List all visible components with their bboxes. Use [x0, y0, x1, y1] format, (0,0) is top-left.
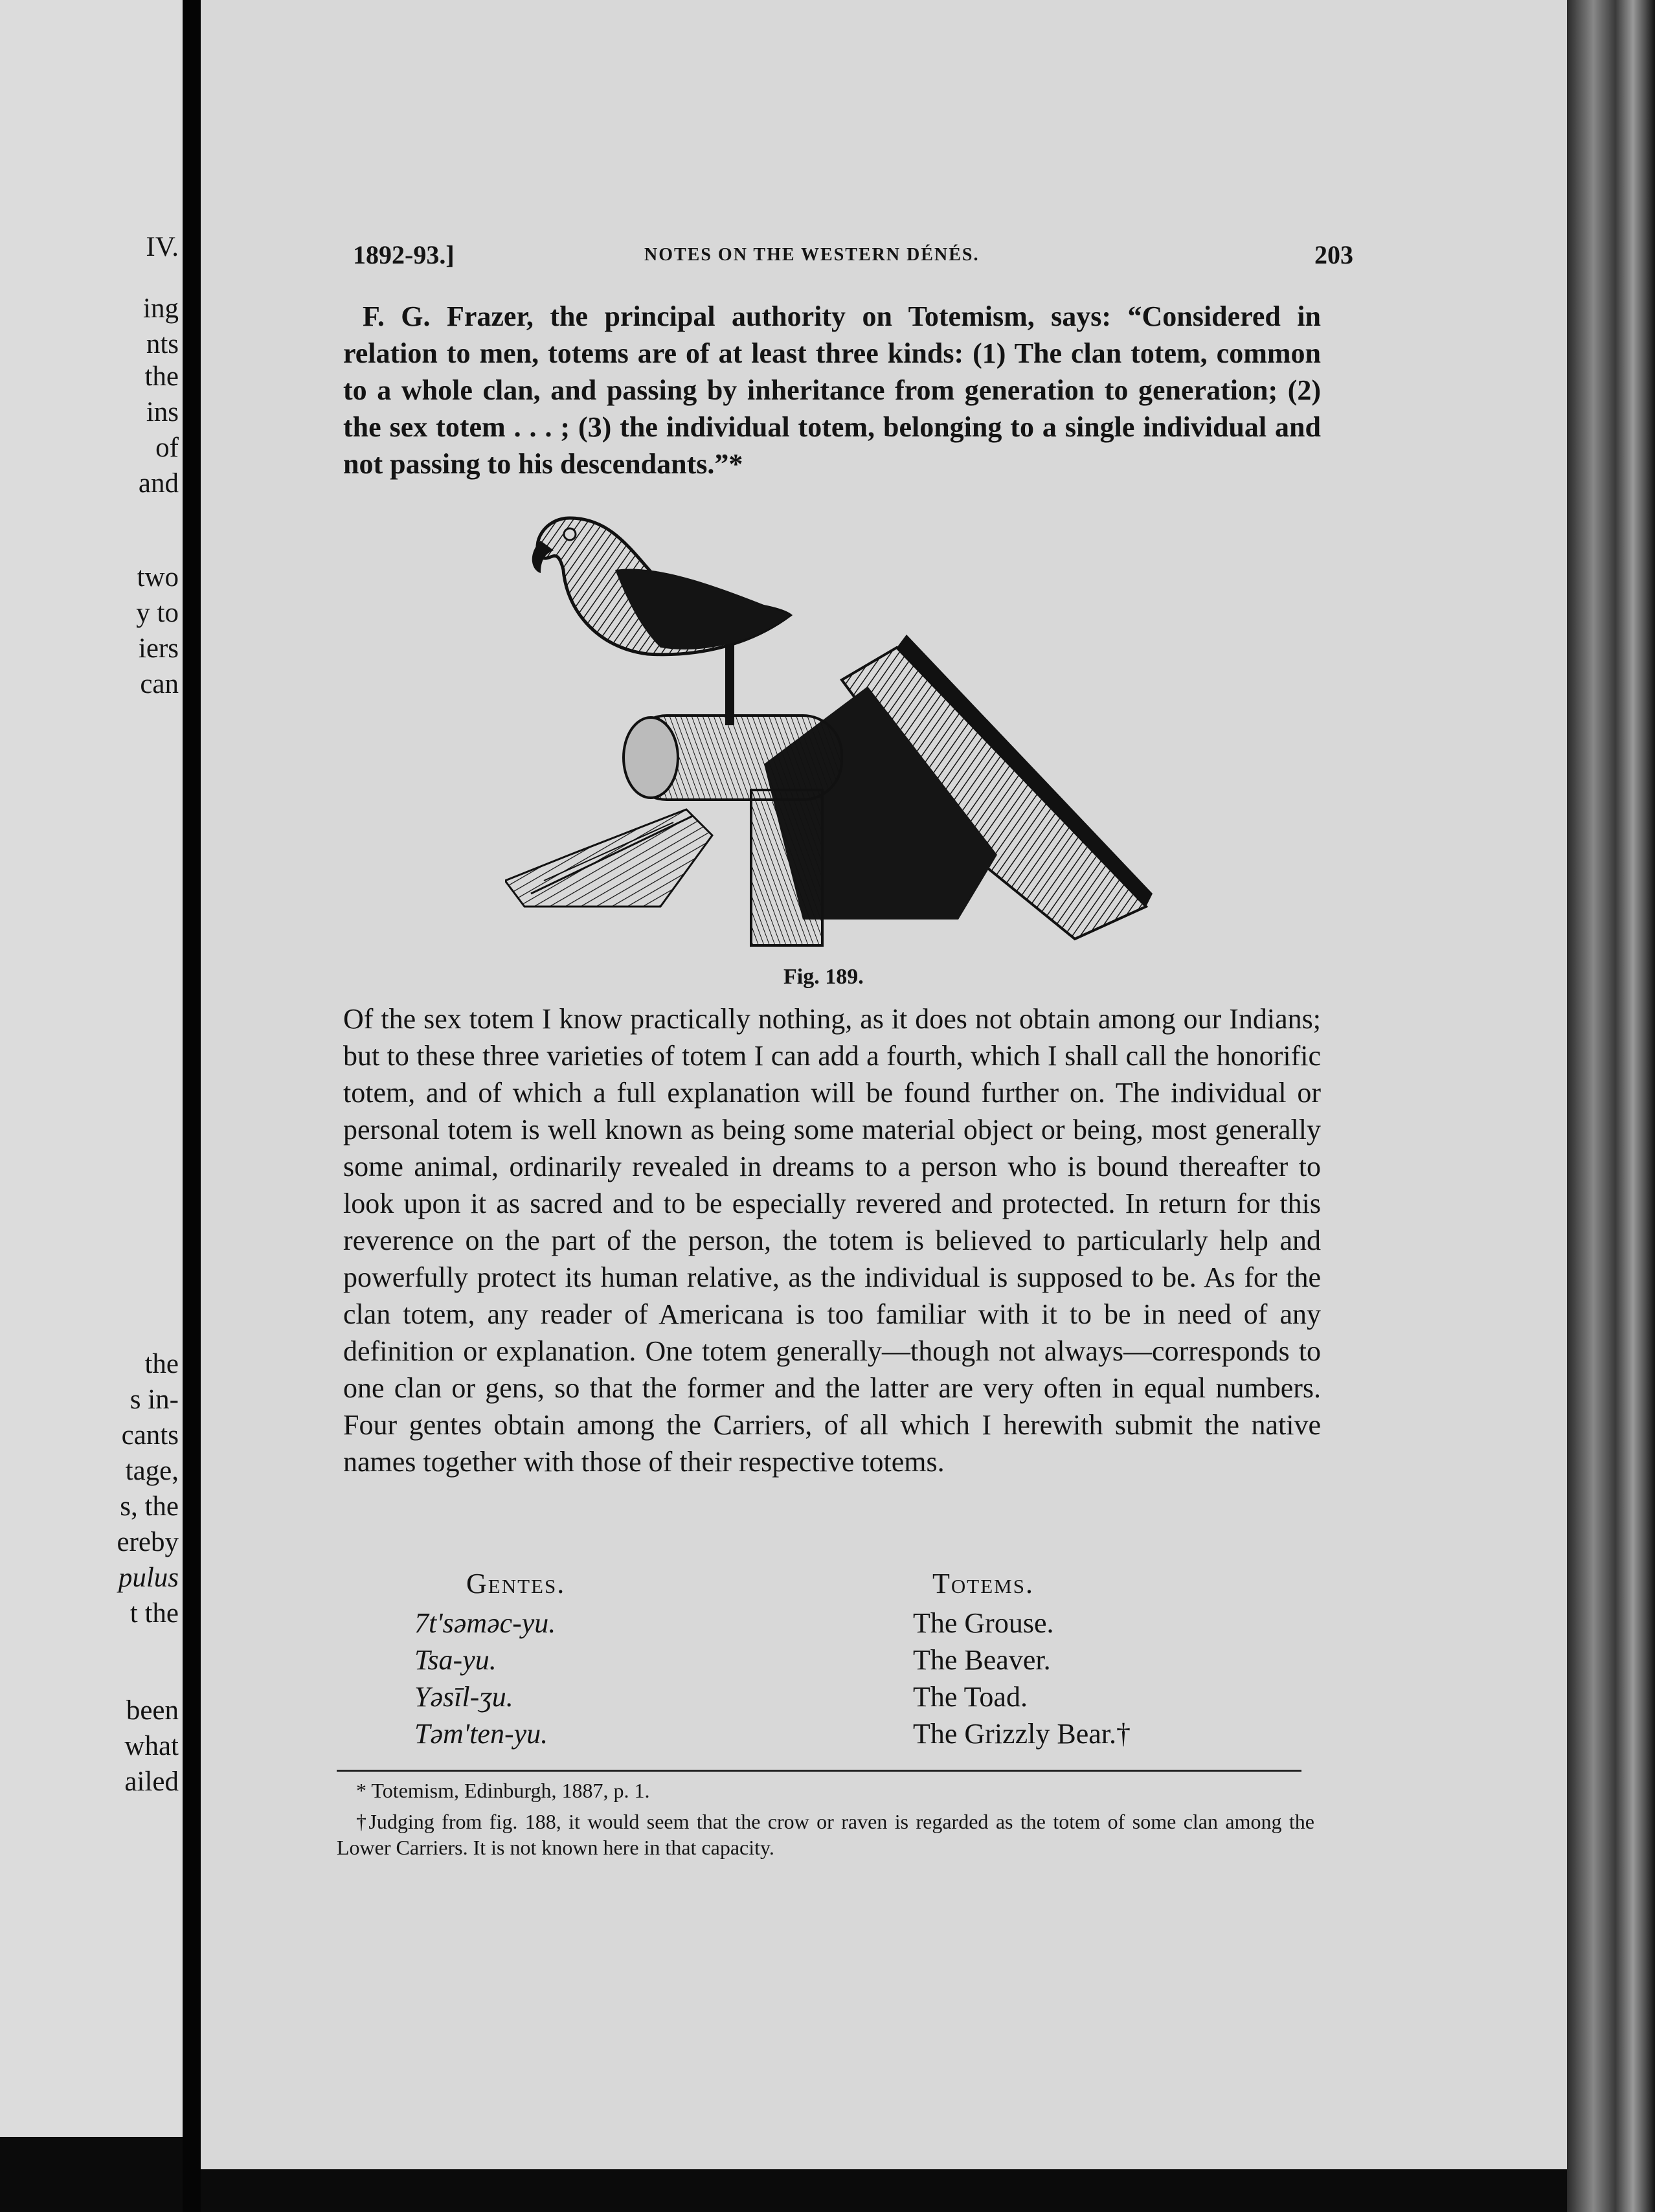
previous-page-line-fragment: what	[124, 1731, 179, 1761]
previous-page-line-fragment: ereby	[117, 1527, 179, 1557]
previous-page-line-fragment: can	[140, 669, 179, 699]
previous-page-line-fragment: two	[137, 562, 179, 592]
page-number: 203	[1314, 240, 1353, 269]
previous-page-line-fragment: s in-	[129, 1384, 179, 1415]
previous-page-line-fragment: cants	[121, 1420, 179, 1450]
gens-name: 7t'səməc-yu.	[414, 1607, 556, 1639]
header-year: 1892-93.]	[353, 240, 455, 269]
previous-page-line-fragment: ailed	[124, 1766, 179, 1797]
footnotes	[337, 1778, 1314, 1866]
previous-page-line-fragment: of	[155, 433, 179, 463]
totem-name: The Grizzly Bear.†	[913, 1718, 1131, 1750]
gens-name: Tsa-yu.	[414, 1644, 497, 1676]
book-gutter	[183, 0, 201, 2212]
previous-page-line-fragment: iers	[138, 633, 179, 664]
gentes-column	[414, 1567, 565, 1752]
previous-page-line-fragment: t the	[129, 1598, 179, 1629]
totem-explanation-paragraph	[343, 1000, 1321, 1480]
totems-header: Totems.	[932, 1568, 1034, 1599]
totem-name: The Grouse.	[913, 1607, 1054, 1639]
previous-page-line-fragment: and	[138, 468, 179, 499]
running-header	[353, 240, 1360, 278]
gens-name: Yəsīl-ʒu.	[414, 1681, 513, 1713]
paragraph-text: Of the sex totem I know practically nothing, as it does not obtain among our Indians; but to these three varieties of totem I can add a fourth, which I shall call the honorific totem, and of which a full explanation will be found further on. The individual or personal totem is well known as being some material object or being, most generally some animal, ordinarily revealed in dreams to a person who is bound thereafter to look upon it as sacred and to be especially revered and protected. In return for this reverence on the part of the person, the totem is believed to particularly help and powerfully protect its human relative, as the individual is supposed to be. As for the clan totem, any reader of Americana is too familiar with it to be in need of any definition or explanation. One totem generally—though not always—corresponds to one clan or gens, so that the former and the latter are very often in equal numbers. Four gentes obtain among the Carriers, of all which I herewith submit the native names together with those of their respective totems.	[343, 1003, 1321, 1478]
header-title: NOTES ON THE WESTERN DÉNÉS.	[644, 245, 980, 265]
previous-page-line-fragment: pulus	[118, 1563, 179, 1593]
previous-page-line-fragment: ins	[146, 397, 179, 427]
carved-bird-totem-figure	[505, 492, 1159, 952]
bird-on-post-illustration	[505, 492, 1159, 952]
totem-name: The Toad.	[913, 1681, 1028, 1713]
frazer-quote-paragraph	[343, 298, 1321, 482]
previous-page-line-fragment: IV.	[146, 232, 179, 262]
previous-page-line-fragment: been	[126, 1695, 179, 1726]
previous-page-line-fragment: tage,	[125, 1456, 179, 1486]
previous-page-line-fragment: nts	[146, 329, 179, 359]
gens-name: Təm'ten-yu.	[414, 1718, 548, 1750]
totems-column	[913, 1567, 1131, 1752]
previous-page-line-fragment: s, the	[120, 1491, 179, 1522]
footnote: †Judging from fig. 188, it would seem that the crow or raven is regarded as the totem of some clan among the Lower Carriers. It is not known here in that capacity.	[337, 1810, 1314, 1859]
previous-page-line-fragment: the	[144, 361, 179, 392]
previous-page-fragment	[0, 0, 183, 2137]
figure-caption: Fig. 189.	[783, 965, 864, 989]
page-stack-edge	[1567, 0, 1655, 2212]
totem-name: The Beaver.	[913, 1644, 1051, 1676]
footnote: * Totemism, Edinburgh, 1887, p. 1.	[356, 1779, 650, 1802]
gentes-header: Gentes.	[466, 1568, 566, 1599]
paragraph-text: F. G. Frazer, the principal authority on Totemism, says: “Considered in relation to men, totems are of at least three kinds: (1) The clan totem, common to a whole clan, and passing by inheritance from generation to generation; (2) the sex totem . . . ; (3) the individual totem, belonging to a single individual and not passing to his descendants.”*	[343, 300, 1321, 480]
footnote-divider	[337, 1770, 1301, 1772]
previous-page-line-fragment: the	[144, 1349, 179, 1379]
previous-page-line-fragment: ing	[143, 293, 179, 324]
previous-page-line-fragment: y to	[136, 598, 179, 628]
